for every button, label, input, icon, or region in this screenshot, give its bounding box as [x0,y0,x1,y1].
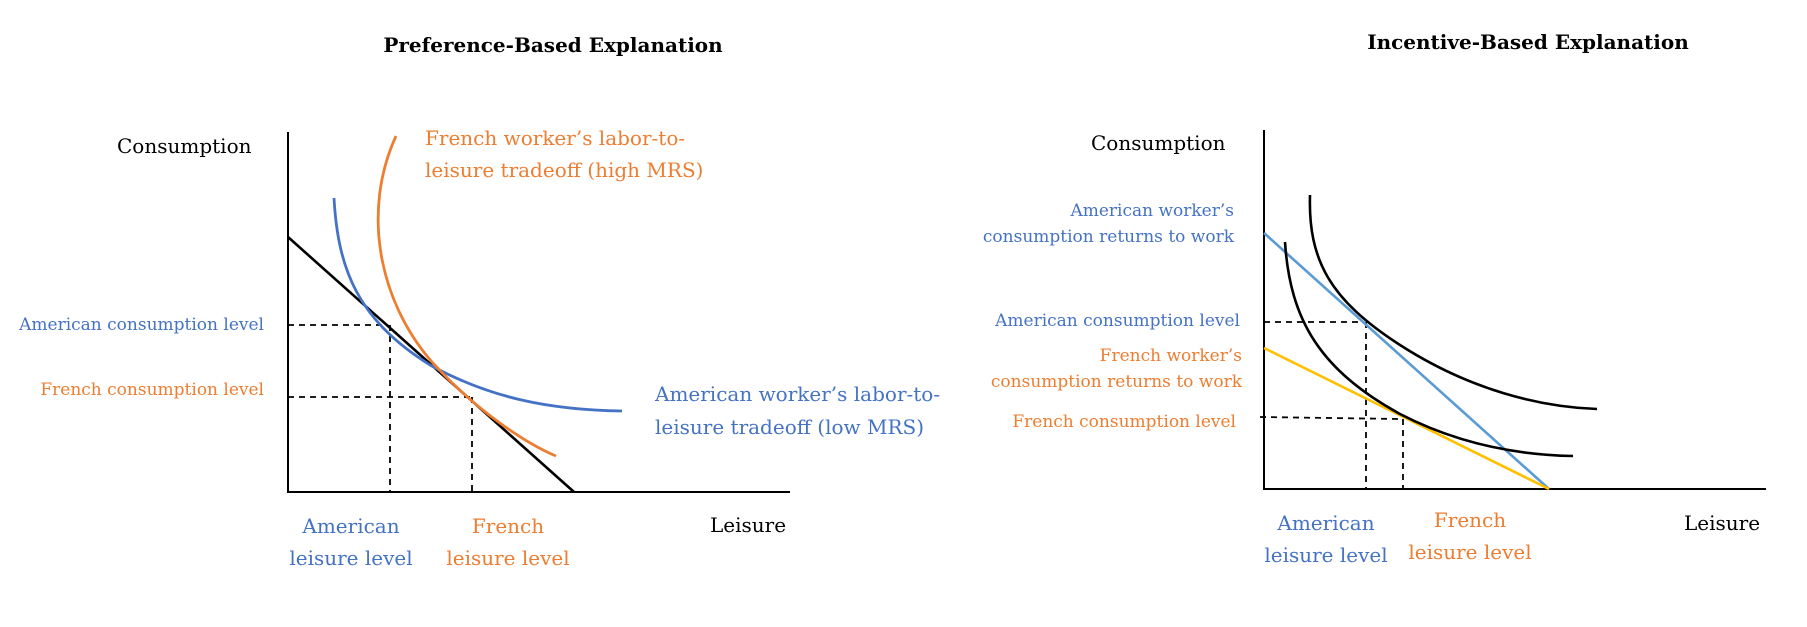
right-american-leisure-label-line2: leisure level [1264,543,1388,567]
left-american-curve-label-line1: American worker’s labor-to- [655,382,941,406]
left-french-curve-label-line1: French worker’s labor-to- [425,126,686,150]
left-french-leisure-label-line1: French [471,514,545,538]
left-panel [18,33,940,570]
right-american-consumption-label: American consumption level [995,311,1240,331]
right-french-returns-label-line1: French worker’s [1099,346,1242,366]
right-french-leisure-label-line1: French [1433,508,1507,532]
left-y-axis-label: Consumption [117,134,252,158]
right-american-leisure-label-line1: American [1277,511,1375,535]
left-american-consumption-label: American consumption level [19,315,264,335]
right-french-returns-label-line2: consumption returns to work [990,372,1242,392]
right-american-returns-label-line2: consumption returns to work [982,227,1234,247]
left-french-curve-label-line2: leisure tradeoff (high MRS) [425,158,704,182]
left-french-consumption-label: French consumption level [40,380,264,400]
left-french-leisure-label-line2: leisure level [446,546,570,570]
left-title: Preference-Based Explanation [383,33,723,57]
left-american-curve-label-line2: leisure tradeoff (low MRS) [655,415,925,439]
right-upper-indifference-curve [1310,195,1597,409]
left-french-indifference-curve [378,136,556,456]
right-title: Incentive-Based Explanation [1367,30,1689,54]
right-american-returns-label-line1: American worker’s [1070,201,1234,221]
left-american-leisure-label-line2: leisure level [289,546,413,570]
right-french-consumption-guide [1260,417,1400,419]
right-lower-indifference-curve [1285,242,1573,456]
right-x-axis-label: Leisure [1684,511,1761,535]
left-american-leisure-label-line1: American [302,514,400,538]
right-french-consumption-label: French consumption level [1012,412,1236,432]
right-panel [983,30,1766,567]
right-french-leisure-label-line2: leisure level [1408,540,1532,564]
left-x-axis-label: Leisure [710,513,787,537]
right-y-axis-label: Consumption [1091,131,1226,155]
